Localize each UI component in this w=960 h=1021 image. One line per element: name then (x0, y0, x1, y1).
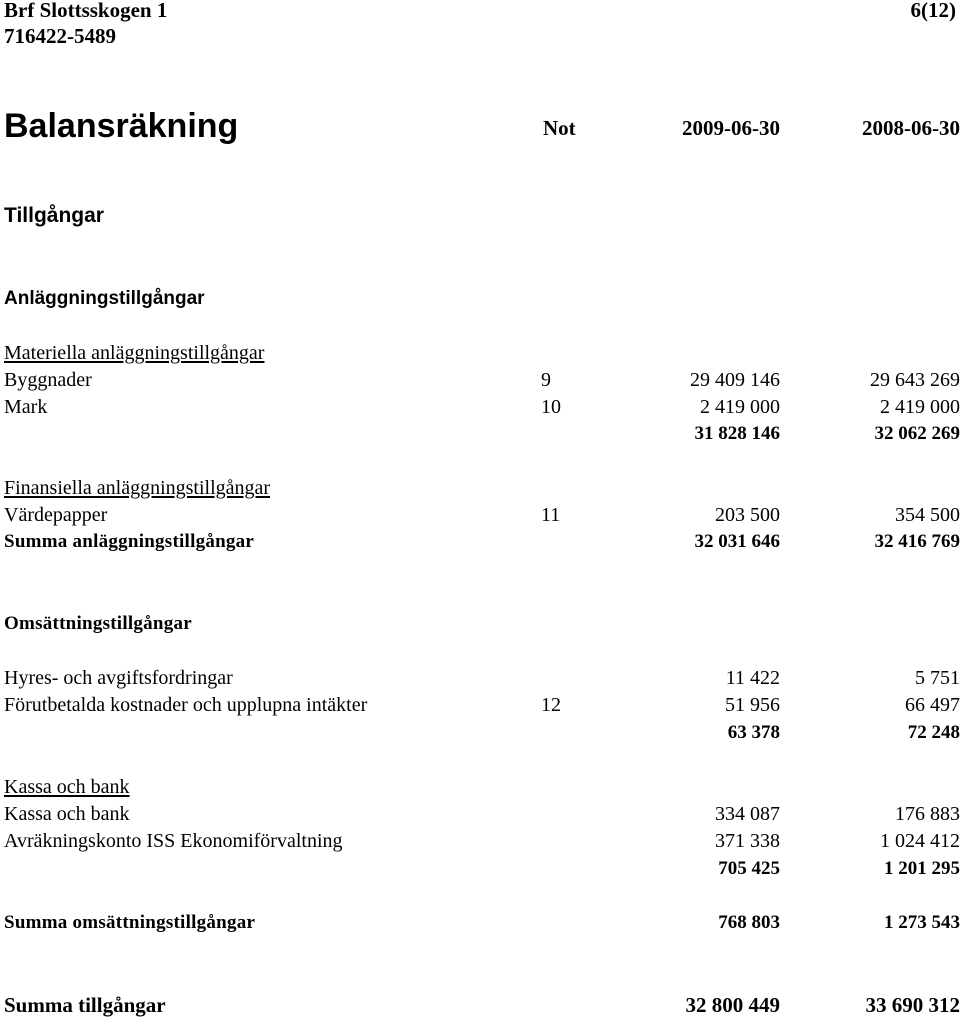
section-heading-anlaggning: Anläggningstillgångar (4, 288, 205, 309)
row-value-2009: 2 419 000 (700, 396, 780, 418)
row-value-2008: 29 643 269 (870, 369, 960, 391)
row-value-2008: 66 497 (905, 694, 960, 716)
row-note: 11 (541, 504, 561, 526)
section-heading-tillgangar: Tillgångar (4, 204, 104, 227)
page-title: Balansräkning (4, 107, 239, 145)
col-header-2008: 2008-06-30 (862, 116, 960, 140)
subtotal-2009: 63 378 (727, 722, 780, 743)
total-value-2008: 32 416 769 (874, 531, 960, 552)
row-value-2009: 371 338 (715, 830, 780, 852)
grand-total-label: Summa tillgångar (4, 993, 166, 1017)
row-label: Förutbetalda kostnader och upplupna intäkter (4, 694, 368, 716)
section-heading-omsattning: Omsättningstillgångar (4, 613, 192, 634)
row-value-2008: 5 751 (915, 667, 960, 689)
row-label: Hyres- och avgiftsfordringar (4, 667, 233, 689)
col-header-note: Not (543, 116, 576, 140)
org-number: 716422-5489 (4, 24, 116, 48)
row-label: Mark (4, 396, 48, 418)
page-number: 6(12) (910, 0, 956, 22)
row-value-2009: 11 422 (725, 667, 780, 689)
row-label: Avräkningskonto ISS Ekonomiförvaltning (4, 830, 343, 852)
row-value-2009: 29 409 146 (690, 369, 780, 391)
row-value-2008: 1 024 412 (880, 830, 960, 852)
subheading-materiella: Materiella anläggningstillgångar (4, 342, 265, 364)
grand-total-2009: 32 800 449 (685, 993, 780, 1017)
subtotal-2008: 72 248 (907, 722, 960, 743)
col-header-2009: 2009-06-30 (682, 116, 780, 140)
row-label: Byggnader (4, 369, 92, 391)
subtotal-2008: 32 062 269 (874, 423, 960, 444)
subtotal-2009: 31 828 146 (694, 423, 780, 444)
subheading-finansiella: Finansiella anläggningstillgångar (4, 477, 271, 499)
row-value-2008: 2 419 000 (880, 396, 960, 418)
row-note: 9 (541, 369, 551, 391)
total-label: Summa anläggningstillgångar (4, 531, 255, 552)
org-name: Brf Slottsskogen 1 (4, 0, 168, 22)
total-value-2009: 768 803 (718, 912, 780, 933)
subtotal-2008: 1 201 295 (884, 858, 960, 879)
subtotal-2009: 705 425 (718, 858, 780, 879)
subheading-kassa: Kassa och bank (4, 776, 130, 798)
total-label: Summa omsättningstillgångar (4, 912, 256, 933)
row-note: 10 (541, 396, 561, 418)
total-value-2008: 1 273 543 (884, 912, 960, 933)
row-value-2009: 334 087 (715, 803, 780, 825)
row-value-2008: 354 500 (895, 504, 960, 526)
row-label: Värdepapper (4, 504, 108, 526)
row-value-2009: 203 500 (715, 504, 780, 526)
row-value-2009: 51 956 (725, 694, 780, 716)
row-label: Kassa och bank (4, 803, 130, 825)
total-value-2009: 32 031 646 (694, 531, 780, 552)
row-note: 12 (541, 694, 561, 716)
grand-total-2008: 33 690 312 (865, 993, 960, 1017)
row-value-2008: 176 883 (895, 803, 960, 825)
